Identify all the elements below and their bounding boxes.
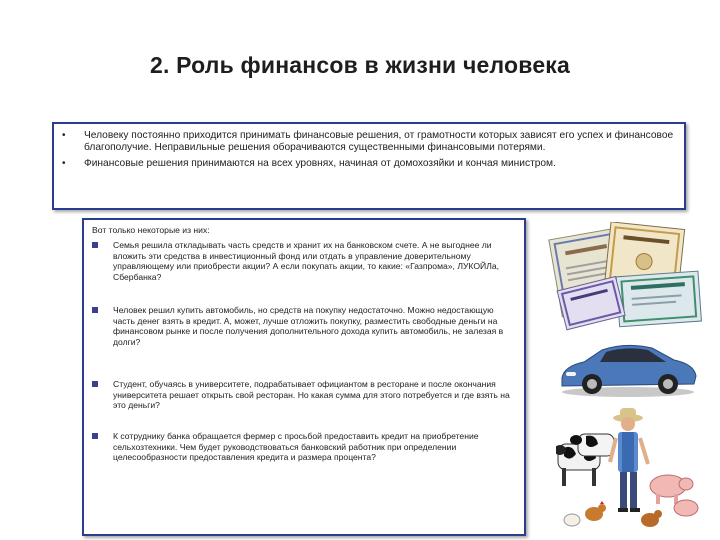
bullet-dot-icon: • (62, 130, 66, 141)
slide-title: 2. Роль финансов в жизни человека (149, 52, 571, 78)
share-certificates-image (548, 222, 708, 332)
examples-box (82, 218, 526, 536)
farmer-animals-image (556, 404, 700, 534)
car-image (556, 336, 700, 400)
examples-intro: Вот только некоторые из них: (92, 225, 210, 235)
example-item: Семья решила откладывать часть средств и хранит их на банковском счете. А не выгоднее ли вложить эти средства в инвестиционный фонд или отдать в управление доверительному управляющему или приобрести акции? А если покупать акции, то какие: «Газпрома», ЛУКОЙЛа, Сбербанка? (92, 240, 516, 282)
square-bullet-icon (92, 307, 98, 313)
bullet-item: • Финансовые решения принимаются на всех уровнях, начиная от домохозяйки и кончая министром. (62, 158, 556, 169)
example-item: Студент, обучаясь в университете, подрабатывает официантом в ресторане и после окончания университета решает открыть свой ресторан. Но какая сумма для этого потребуется и где взять на это деньги? (92, 379, 516, 411)
bullet-dot-icon: • (62, 158, 66, 169)
bullet-item: • Человеку постоянно приходится принимать финансовые решения, от грамотности которых зависят его успех и финансовое благополучие. Неправильные решения оборачиваются существенными финансовыми потерями. (62, 130, 674, 153)
intro-box (52, 122, 686, 210)
square-bullet-icon (92, 433, 98, 439)
example-item: К сотруднику банка обращается фермер с просьбой предоставить кредит на приобретение сельхозтехники. Чем будет руководствоваться банковский работник при определении целесообразности предоставления кредита и размера процента? (92, 431, 516, 463)
square-bullet-icon (92, 242, 98, 248)
example-item: Человек решил купить автомобиль, но средств на покупку недостаточно. Можно недостающую часть денег взять в кредит. А, может, лучше отложить покупку, разместить свободные деньги на финансовом рынке и после получения дополнительного дохода купить автомобиль, не залезая в долги? (92, 305, 516, 347)
square-bullet-icon (92, 381, 98, 387)
